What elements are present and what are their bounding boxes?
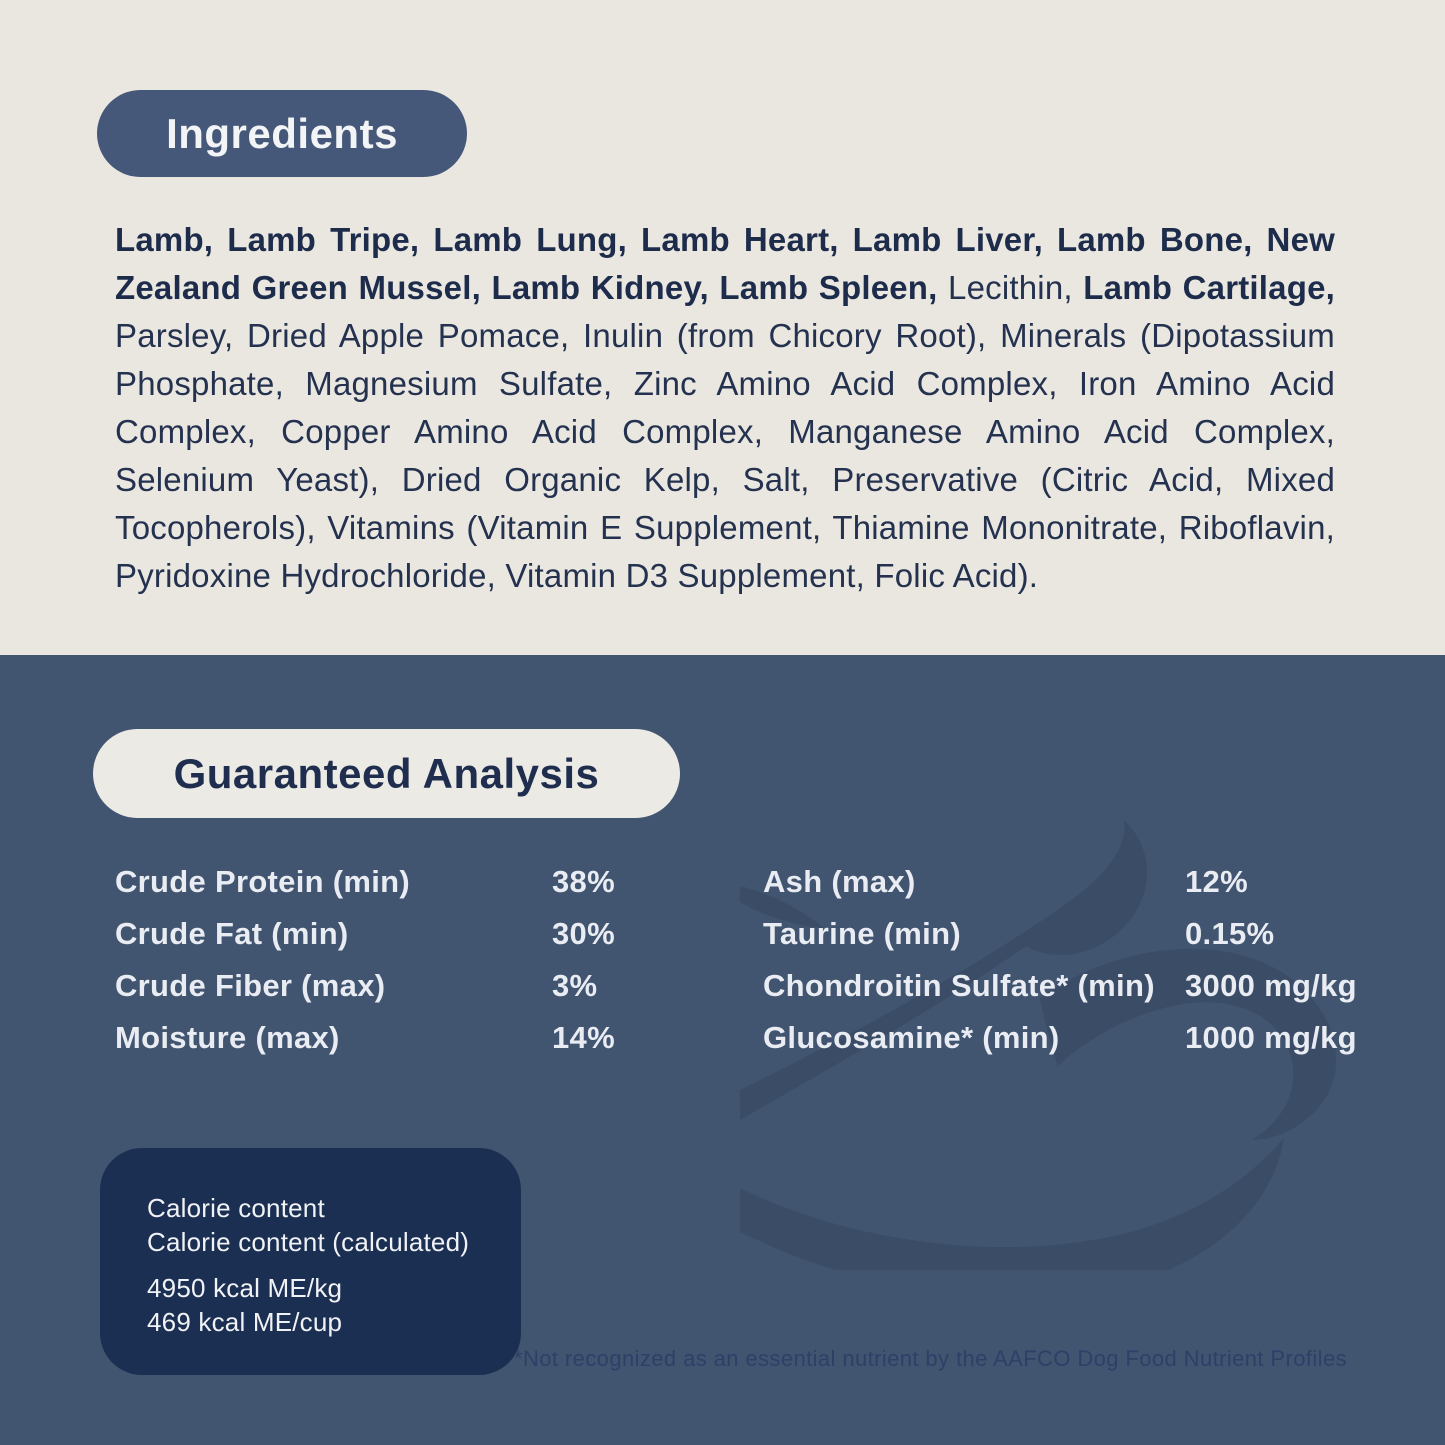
nutrient-label: Crude Fiber (max): [115, 968, 386, 1003]
calorie-heading-line: Calorie content: [147, 1193, 325, 1223]
nutrient-label: Ash (max): [763, 864, 916, 899]
ingredients-title: Ingredients: [166, 109, 398, 157]
nutrient-label: Crude Fat (min): [115, 916, 349, 951]
nutrient-label: Taurine (min): [763, 916, 961, 951]
nutrient-label: Moisture (max): [115, 1020, 340, 1055]
analysis-row: [0, 908, 1445, 960]
ingredients-segment-regular: Parsley, Dried Apple Pomace, Inulin (from Chicory Root), Minerals (Dipotassium Phosphate, Magnesium Sulfate, Zinc Amino Acid Complex, Iron Amino Acid Complex, Copper Amino Acid Complex, Manganese Amino Acid Complex, Selenium Yeast), Dried Organic Kelp, Salt, Preservative (Citric Acid, Mixed Tocopherols), Vitamins (Vitamin E Supplement, Thiamine Mononitrate, Riboflavin, Pyridoxine Hydrochloride, Vitamin D3 Supplement, Folic Acid).: [115, 317, 1335, 594]
nutrient-value: 3%: [552, 968, 598, 1003]
guaranteed-analysis-header-pill: [93, 729, 680, 818]
ingredients-paragraph: [115, 216, 1335, 600]
analysis-row: [0, 960, 1445, 1012]
ingredients-segment-bold: Lamb Cartilage,: [1083, 269, 1335, 306]
nutrient-label: Crude Protein (min): [115, 864, 411, 899]
calorie-heading-line: Calorie content (calculated): [147, 1227, 470, 1257]
nutrient-label: Glucosamine* (min): [763, 1020, 1060, 1055]
nutrient-value: 0.15%: [1185, 916, 1275, 951]
nutrient-value: 38%: [552, 864, 615, 899]
nutrient-value: 30%: [552, 916, 615, 951]
analysis-row: [0, 1012, 1445, 1064]
calorie-value-line: 4950 kcal ME/kg: [147, 1273, 343, 1303]
calorie-values: [147, 1271, 501, 1339]
nutrient-value: 12%: [1185, 864, 1248, 899]
nutrient-value: 14%: [552, 1020, 615, 1055]
calorie-headings: [147, 1191, 501, 1259]
calorie-value-line: 469 kcal ME/cup: [147, 1307, 343, 1337]
ingredients-segment-regular: Lecithin,: [937, 269, 1084, 306]
ingredients-segment-bold: Lamb, Lamb Tripe, Lamb Lung, Lamb Heart, Lamb Liver, Lamb Bone, New Zealand Green Mussel, Lamb Kidney, Lamb Spleen,: [115, 221, 1335, 306]
calorie-content-box: [100, 1148, 521, 1375]
nutrient-value: 1000 mg/kg: [1185, 1020, 1357, 1055]
analysis-row: [0, 856, 1445, 908]
guaranteed-analysis-title: Guaranteed Analysis: [173, 749, 600, 797]
nutrient-label: Chondroitin Sulfate* (min): [763, 968, 1155, 1003]
aafco-footnote: *Not recognized as an essential nutrient by the AAFCO Dog Food Nutrient Profiles: [514, 1346, 1347, 1371]
ingredients-header-pill: [97, 90, 467, 177]
nutrient-value: 3000 mg/kg: [1185, 968, 1357, 1003]
